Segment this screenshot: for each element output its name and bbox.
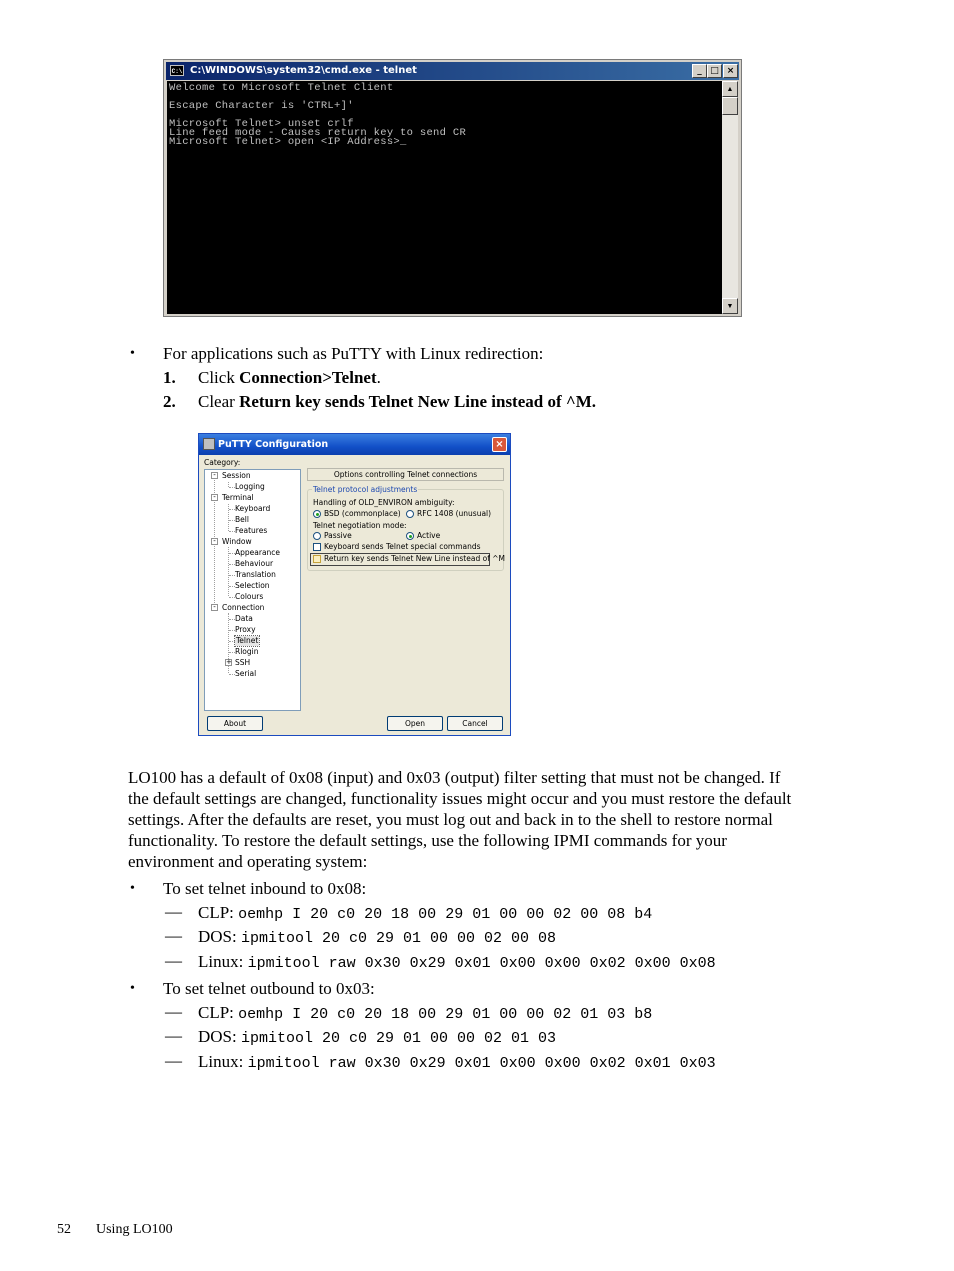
- tree-item-serial[interactable]: Serial: [235, 669, 257, 678]
- group-title: Telnet protocol adjustments: [313, 485, 418, 494]
- category-tree[interactable]: [204, 469, 301, 711]
- os-label: Linux:: [198, 952, 244, 971]
- command-code: oemhp I 20 c0 20 18 00 29 01 00 00 02 01 03 b8: [238, 1006, 653, 1023]
- os-label: CLP:: [198, 1003, 234, 1022]
- step-text: .: [376, 368, 381, 387]
- bullet-icon: •: [130, 881, 135, 896]
- category-label: Category:: [204, 458, 241, 467]
- step-2: [198, 391, 596, 412]
- radio-active-label: Active: [417, 531, 441, 540]
- checkbox-return-newline[interactable]: [313, 555, 321, 563]
- cancel-button[interactable]: Cancel: [447, 716, 503, 731]
- checkbox-return-newline-label: Return key sends Telnet New Line instead of ^M: [324, 554, 505, 563]
- inbound-clp: [198, 902, 652, 925]
- os-label: DOS:: [198, 1027, 237, 1046]
- putty-title: PuTTY Configuration: [218, 439, 329, 450]
- tree-item-translation[interactable]: Translation: [235, 570, 276, 579]
- os-label: CLP:: [198, 903, 234, 922]
- outbound-clp: [198, 1002, 652, 1025]
- outbound-heading: To set telnet outbound to 0x03:: [163, 979, 375, 998]
- tree-item-terminal[interactable]: Terminal: [222, 493, 254, 502]
- radio-rfc1408-label: RFC 1408 (unusual): [417, 509, 492, 518]
- step-bold-text: Return key sends Telnet New Line instead of ^M.: [239, 392, 597, 411]
- inbound-linux: [198, 951, 716, 974]
- paragraph-line: environment and operating system:: [128, 852, 368, 871]
- step-number: 2.: [163, 392, 176, 411]
- cmd-window-screenshot: [163, 59, 742, 317]
- os-label: Linux:: [198, 1052, 244, 1071]
- dash-icon: —: [165, 926, 182, 945]
- tree-item-appearance[interactable]: Appearance: [235, 548, 281, 557]
- radio-bsd[interactable]: [313, 510, 321, 518]
- scroll-thumb[interactable]: [722, 97, 738, 115]
- paragraph-line: LO100 has a default of 0x08 (input) and 0x03 (output) filter setting that must not be changed. If: [128, 768, 781, 787]
- page-number: 52: [57, 1222, 71, 1237]
- collapse-icon[interactable]: -: [211, 604, 218, 611]
- expand-icon[interactable]: +: [226, 658, 232, 666]
- minimize-button[interactable]: _: [692, 64, 707, 78]
- tree-item-window[interactable]: Window: [222, 537, 252, 546]
- inbound-heading: To set telnet inbound to 0x08:: [163, 879, 367, 898]
- tree-item-features[interactable]: Features: [235, 526, 268, 535]
- console-line: Microsoft Telnet> open <IP Address>_: [169, 136, 407, 148]
- tree-item-behaviour[interactable]: Behaviour: [235, 559, 274, 568]
- putty-title-bar: [199, 434, 510, 455]
- open-button[interactable]: Open: [387, 716, 443, 731]
- tree-item-logging[interactable]: Logging: [235, 482, 265, 491]
- bullet-icon: •: [130, 346, 135, 361]
- panel-header-box: [307, 468, 504, 481]
- cmd-icon: C:\: [170, 65, 184, 76]
- step-1: [198, 367, 381, 388]
- tree-item-bell[interactable]: Bell: [235, 515, 249, 524]
- tree-item-proxy[interactable]: Proxy: [235, 625, 256, 634]
- command-code: ipmitool 20 c0 29 01 00 00 02 01 03: [240, 1030, 557, 1047]
- scroll-up-arrow-icon[interactable]: ▲: [722, 81, 738, 97]
- radio-passive-label: Passive: [324, 531, 352, 540]
- panel-header: Options controlling Telnet connections: [333, 470, 478, 479]
- radio-active[interactable]: [406, 532, 414, 540]
- bullet-icon: •: [130, 981, 135, 996]
- putty-configuration-dialog: [198, 433, 511, 736]
- command-code: ipmitool raw 0x30 0x29 0x01 0x00 0x00 0x02 0x00 0x08: [247, 955, 716, 972]
- os-label: DOS:: [198, 927, 237, 946]
- step-text: Click: [198, 368, 240, 387]
- paragraph-line: functionality. To restore the default settings, use the following IPMI commands for your: [128, 831, 727, 850]
- negotiation-label: Telnet negotiation mode:: [313, 521, 407, 530]
- putty-icon: [203, 438, 215, 450]
- outbound-dos: [198, 1026, 556, 1049]
- close-button[interactable]: ×: [492, 437, 507, 452]
- command-code: ipmitool raw 0x30 0x29 0x01 0x00 0x00 0x02 0x01 0x03: [247, 1055, 716, 1072]
- cmd-window-title: C:\WINDOWS\system32\cmd.exe - telnet: [190, 65, 417, 76]
- scroll-down-arrow-icon[interactable]: ▼: [722, 298, 738, 314]
- step-number: 1.: [163, 368, 176, 387]
- vertical-scrollbar[interactable]: [722, 81, 738, 314]
- console-line: Escape Character is 'CTRL+]': [169, 100, 354, 112]
- tree-item-keyboard[interactable]: Keyboard: [235, 504, 271, 513]
- collapse-icon[interactable]: -: [211, 472, 218, 479]
- tree-item-rlogin[interactable]: Rlogin: [235, 647, 259, 656]
- footer-section: Using LO100: [96, 1222, 173, 1237]
- collapse-icon[interactable]: -: [211, 538, 218, 545]
- outbound-linux: [198, 1051, 716, 1074]
- dash-icon: —: [165, 1002, 182, 1021]
- radio-rfc1408[interactable]: [406, 510, 414, 518]
- paragraph-line: the default settings are changed, functionality issues might occur and you must restore the default: [128, 789, 792, 808]
- tree-item-ssh[interactable]: SSH: [235, 658, 251, 667]
- tree-item-data[interactable]: Data: [235, 614, 253, 623]
- step-text: Clear: [198, 392, 240, 411]
- environ-label: Handling of OLD_ENVIRON ambiguity:: [313, 498, 455, 507]
- about-button[interactable]: About: [207, 716, 263, 731]
- cmd-title-bar: [166, 62, 739, 80]
- intro-bullet-text: For applications such as PuTTY with Linux redirection:: [163, 344, 544, 363]
- tree-item-colours[interactable]: Colours: [235, 592, 264, 601]
- tree-item-telnet[interactable]: Telnet: [236, 636, 259, 645]
- console-line: Welcome to Microsoft Telnet Client: [169, 82, 394, 94]
- maximize-button[interactable]: □: [707, 64, 722, 78]
- radio-passive[interactable]: [313, 532, 321, 540]
- checkbox-keyboard-special[interactable]: [313, 543, 321, 551]
- collapse-icon[interactable]: -: [211, 494, 218, 501]
- paragraph-line: settings. After the defaults are reset, you must log out and back in to the shell to restore normal: [128, 810, 773, 829]
- dash-icon: —: [165, 1026, 182, 1045]
- tree-line: [228, 547, 229, 596]
- dash-icon: —: [165, 951, 182, 970]
- tree-item-session[interactable]: Session: [222, 471, 251, 480]
- dash-icon: —: [165, 902, 182, 921]
- checkbox-keyboard-special-label: Keyboard sends Telnet special commands: [324, 542, 481, 551]
- console-line: Microsoft Telnet> unset crlf: [169, 118, 354, 130]
- step-bold-text: Connection>Telnet: [239, 368, 377, 387]
- inbound-dos: [198, 926, 556, 949]
- dash-icon: —: [165, 1051, 182, 1070]
- close-button[interactable]: ×: [723, 64, 738, 78]
- console-output: [167, 81, 723, 314]
- tree-item-selection[interactable]: Selection: [235, 581, 270, 590]
- radio-bsd-label: BSD (commonplace): [324, 509, 401, 518]
- command-code: oemhp I 20 c0 20 18 00 29 01 00 00 02 00 08 b4: [238, 906, 653, 923]
- command-code: ipmitool 20 c0 29 01 00 00 02 00 08: [240, 930, 557, 947]
- tree-item-connection[interactable]: Connection: [222, 603, 265, 612]
- console-line: Line feed mode - Causes return key to send CR: [169, 127, 467, 139]
